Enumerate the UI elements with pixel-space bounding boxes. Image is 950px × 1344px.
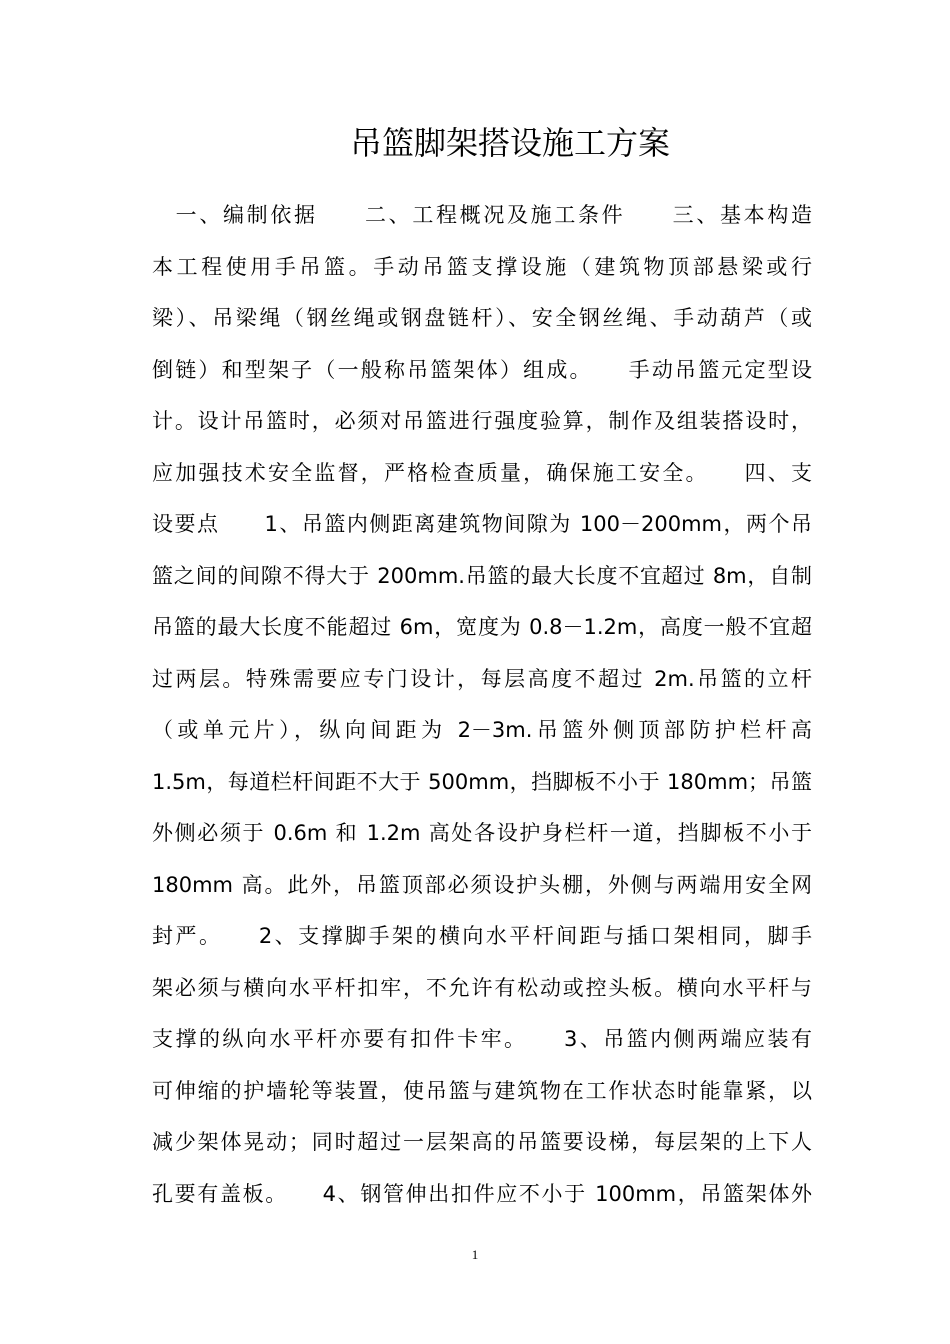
body-line-15: 封严。 2、支撑脚手架的横向水平杆间距与插口架相同，脚手 xyxy=(152,924,812,948)
body-line-7: 设要点 1、吊篮内侧距离建筑物间隙为 100－200mm，两个吊 xyxy=(152,512,812,536)
body-line-12: 1.5m，每道栏杆间距不大于 500mm，挡脚板不小于 180mm；吊篮 xyxy=(152,769,812,794)
body-line-6: 应加强技术安全监督，严格检查质量，确保施工安全。 四、支 xyxy=(152,460,812,485)
body-line-18: 可伸缩的护墙轮等装置，使吊篮与建筑物在工作状态时能靠紧，以 xyxy=(152,1078,812,1103)
body-line-5: 计。设计吊篮时，必须对吊篮进行强度验算，制作及组装搭设时， xyxy=(152,409,812,433)
body-line-8: 篮之间的间隙不得大于 200mm.吊篮的最大长度不宜超过 8m，自制 xyxy=(152,563,812,588)
body-line-2: 本工程使用手吊篮。手动吊篮支撑设施（建筑物顶部悬梁或行 xyxy=(152,254,812,279)
body-line-13: 外侧必须于 0.6m 和 1.2m 高处各设护身栏杆一道，挡脚板不小于 xyxy=(152,821,812,845)
body-line-14: 180mm 高。此外，吊篮顶部必须设护头棚，外侧与两端用安全网 xyxy=(152,872,812,897)
body-line-17: 支撑的纵向水平杆亦要有扣件卡牢。 3、吊篮内侧两端应装有 xyxy=(152,1027,812,1051)
page-number: 1 xyxy=(471,1247,479,1262)
body-line-11: （或单元片），纵向间距为 2－3m.吊篮外侧顶部防护栏杆高 xyxy=(152,718,812,742)
body-line-3: 梁）、吊梁绳（钢丝绳或钢盘链杆）、安全钢丝绳、手动葫芦（或 xyxy=(152,306,812,330)
body-line-19: 减少架体晃动；同时超过一层架高的吊篮要设梯，每层架的上下人 xyxy=(152,1130,812,1154)
body-line-1: 一、编制依据 二、工程概况及施工条件 三、基本构造 xyxy=(152,203,812,227)
body-line-4: 倒链）和型架子（一般称吊篮架体）组成。 手动吊篮元定型设 xyxy=(152,357,812,382)
document-title: 吊篮脚架搭设施工方案 xyxy=(349,124,670,162)
document-body xyxy=(152,190,812,1220)
body-line-20: 孔要有盖板。 4、钢管伸出扣件应不小于 100mm，吊篮架体外 xyxy=(152,1181,812,1206)
body-line-9: 吊篮的最大长度不能超过 6m，宽度为 0.8－1.2m，高度一般不宜超 xyxy=(152,615,812,639)
body-line-16: 架必须与横向水平杆扣牢，不允许有松动或控头板。横向水平杆与 xyxy=(152,975,812,1000)
body-line-10: 过两层。特殊需要应专门设计，每层高度不超过 2m.吊篮的立杆 xyxy=(152,666,812,691)
